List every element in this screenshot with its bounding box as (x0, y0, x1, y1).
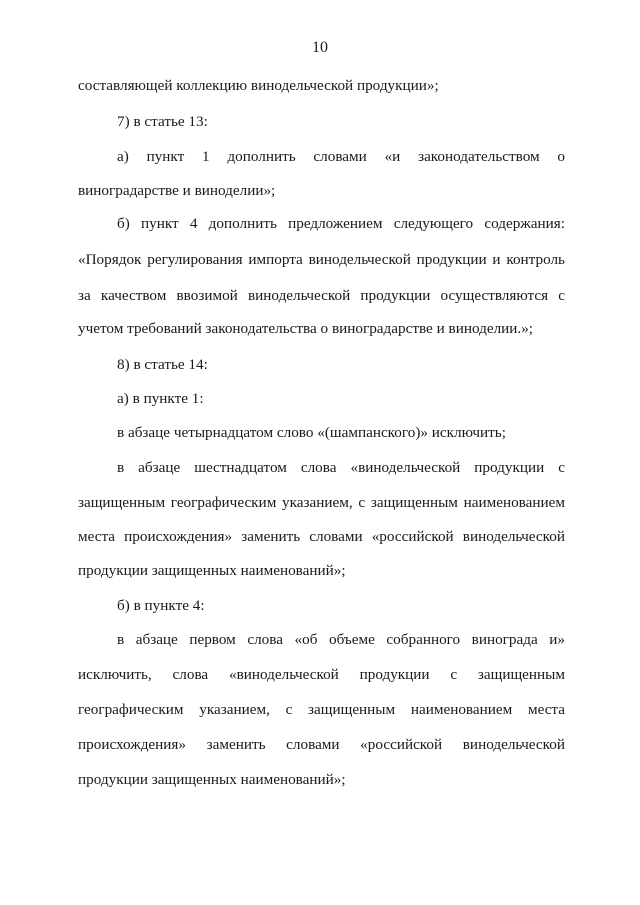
text-line: в абзаце четырнадцатом слово «(шампанского)» исключить; (117, 424, 506, 441)
text-line: 8) в статье 14: (117, 356, 208, 373)
text-line: продукции защищенных наименований»; (78, 562, 346, 579)
text-line: исключить, слова «винодельческой продукции с защищенным (78, 666, 565, 683)
text-line: в абзаце шестнадцатом слова «винодельческой продукции с (117, 459, 565, 476)
text-line: б) пункт 4 дополнить предложением следующего содержания: (117, 215, 565, 232)
text-line: происхождения» заменить словами «российской винодельческой (78, 736, 565, 753)
text-line: географическим указанием, с защищенным наименованием места (78, 701, 565, 718)
text-line: продукции защищенных наименований»; (78, 771, 346, 788)
text-line: б) в пункте 4: (117, 597, 205, 614)
text-line: составляющей коллекцию винодельческой продукции»; (78, 77, 439, 94)
text-line: виноградарстве и виноделии»; (78, 182, 276, 199)
text-line: «Порядок регулирования импорта винодельческой продукции и контроль (78, 251, 565, 268)
text-line: в абзаце первом слова «об объеме собранного винограда и» (117, 631, 565, 648)
text-line: за качеством ввозимой винодельческой продукции осуществляются с (78, 287, 565, 304)
text-line: места происхождения» заменить словами «российской винодельческой (78, 528, 565, 545)
text-line: а) пункт 1 дополнить словами «и законодательством о (117, 148, 565, 165)
text-line: защищенным географическим указанием, с защищенным наименованием (78, 494, 565, 511)
page-number: 10 (312, 39, 328, 56)
text-line: учетом требований законодательства о виноградарстве и виноделии.»; (78, 320, 534, 337)
text-line: 7) в статье 13: (117, 113, 208, 130)
text-line: а) в пункте 1: (117, 390, 204, 407)
